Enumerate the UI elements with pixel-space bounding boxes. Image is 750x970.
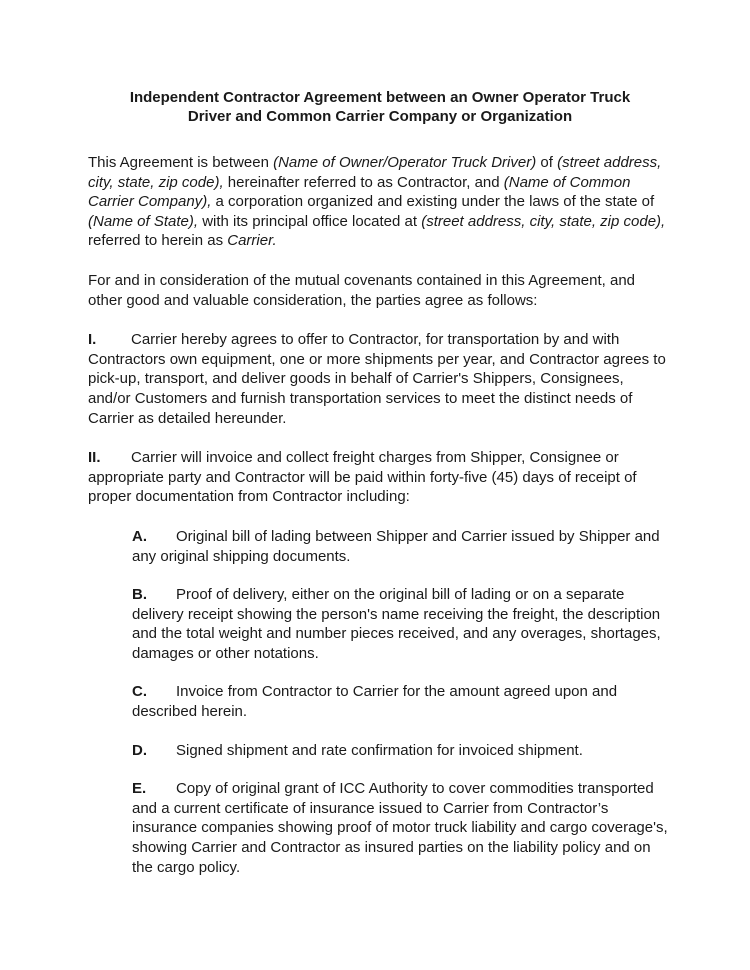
section-number: II.	[88, 449, 101, 467]
consideration-paragraph: For and in consideration of the mutual covenants contained in this Agreement, and other good and valuable consideration, the parties agree as follows:	[88, 271, 636, 309]
title-line-2: Driver and Common Carrier Company or Organization	[187, 108, 573, 125]
intro-text: of	[536, 154, 558, 171]
title-line-1: Independent Contractor Agreement between an Owner Operator Truck	[129, 89, 631, 106]
document-page	[88, 88, 668, 896]
subsection-text: Signed shipment and rate confirmation for invoiced shipment.	[176, 741, 583, 759]
section-2	[88, 448, 668, 507]
intro-text: hereinafter referred to as Contractor, and	[223, 173, 504, 191]
subsection-c	[132, 682, 668, 721]
subsection-d	[132, 741, 668, 761]
intro-placeholder: Carrier.	[227, 232, 277, 250]
intro-paragraph	[88, 153, 668, 251]
intro-placeholder: (street address, city, state, zip code),	[88, 154, 662, 191]
section-text: Carrier will invoice and collect freight charges from Shipper, Consignee or appropriate party and Contractor will be paid within forty-five (45) days of receipt of proper documentation from Contractor including:	[88, 449, 637, 506]
subsection-letter: C.	[132, 683, 147, 701]
intro-placeholder: (Name of Owner/Operator Truck Driver)	[273, 154, 537, 171]
subsection-letter: B.	[132, 586, 147, 604]
intro-placeholder: (Name of State),	[88, 212, 199, 230]
subsection-b	[132, 585, 668, 663]
section-number: I.	[88, 331, 97, 349]
subsection-letter: A.	[132, 527, 147, 545]
subsection-letter: E.	[132, 780, 147, 798]
subsection-text: Proof of delivery, either on the original bill of lading or on a separate delivery receipt showing the person's name receiving the freight, the description and the total weight and number pieces received, and any overages, shortages, damages or other notations.	[132, 586, 661, 662]
subsection-e	[132, 779, 668, 877]
section-1	[88, 330, 668, 428]
section-text: Carrier hereby agrees to offer to Contractor, for transportation by and with Contractors own equipment, one or more shipments per year, and Contractor agrees to pick-up, transport, and deliver goods in behalf of Carrier's Shippers, Consignees, and/or Customers and furnish transportation services to meet the distinct needs of Carrier as detailed hereunder.	[88, 331, 666, 427]
subsection-text: Copy of original grant of ICC Authority to cover commodities transported and a current certificate of insurance issued to Carrier from Contractor’s insurance companies showing proof of motor truck liability and cargo coverage's, showing Carrier and Contractor as insured parties on the liability policy and on the cargo policy.	[132, 780, 668, 876]
subsection-text: Original bill of lading between Shipper and Carrier issued by Shipper and any original shipping documents.	[132, 527, 660, 565]
intro-placeholder: (street address, city, state, zip code),	[421, 212, 666, 230]
intro-placeholder: (Name of Common Carrier Company),	[88, 173, 631, 211]
intro-text: a corporation organized and existing under the laws of the state of	[211, 193, 655, 211]
subsection-text: Invoice from Contractor to Carrier for the amount agreed upon and described herein.	[132, 683, 618, 721]
intro-text: referred to herein as	[88, 232, 228, 250]
intro-text: This Agreement is between	[88, 154, 274, 171]
intro-text: with its principal office located at	[198, 212, 422, 230]
subsection-a	[132, 527, 668, 566]
subsection-letter: D.	[132, 741, 147, 759]
document-title	[88, 88, 668, 126]
